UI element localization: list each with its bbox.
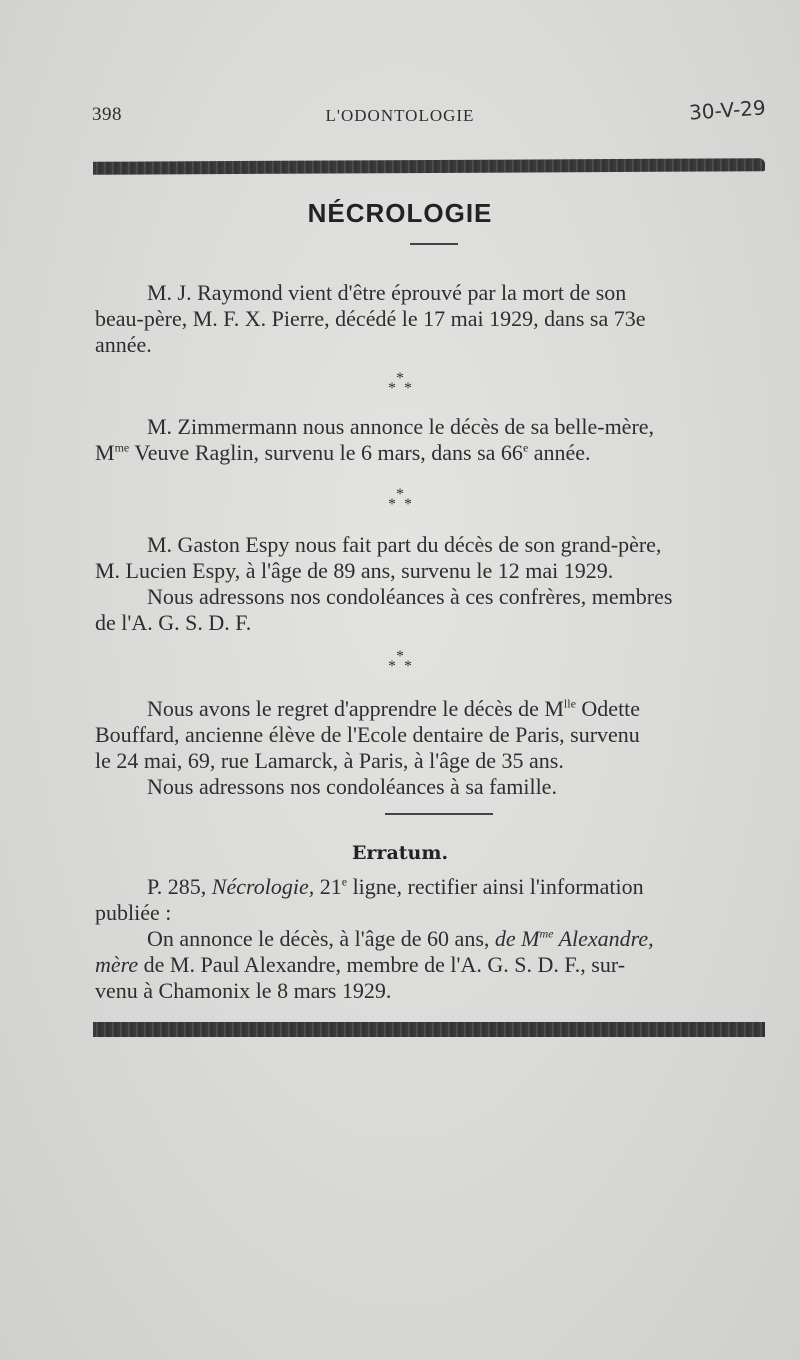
star: * bbox=[404, 658, 412, 675]
notice-line: le 24 mai, 69, rue Lamarck, à Paris, à l'âge de 35 ans. bbox=[95, 748, 564, 773]
notice-line: M. Lucien Espy, à l'âge de 89 ans, survenu le 12 mai 1929. bbox=[95, 558, 614, 583]
star: * bbox=[396, 370, 404, 387]
notice-zimmermann bbox=[95, 414, 778, 466]
notice-line: Nous adressons nos condoléances à sa famille. bbox=[147, 774, 557, 799]
erratum-line: venu à Chamonix le 8 mars 1929. bbox=[95, 978, 392, 1003]
erratum-line: publiée : bbox=[95, 900, 172, 925]
star: * bbox=[404, 380, 412, 397]
running-head: L'ODONTOLOGIE bbox=[325, 106, 475, 125]
notice-line: Bouffard, ancienne élève de l'Ecole dentaire de Paris, survenu bbox=[95, 722, 640, 747]
erratum-heading: Erratum. bbox=[351, 842, 449, 864]
top-ornamental-rule bbox=[93, 158, 765, 175]
notice-line: beau-père, M. F. X. Pierre, décédé le 17 mai 1929, dans sa 73e bbox=[95, 306, 646, 331]
star: * bbox=[388, 658, 396, 675]
notice-line: Nous avons le regret d'apprendre le décès de $M^{lle}$ Odette bbox=[147, 696, 641, 721]
notice-espy bbox=[95, 532, 778, 636]
notice-line: année. bbox=[95, 332, 152, 357]
handwritten-date: 30-V-29 bbox=[688, 95, 767, 125]
star: * bbox=[396, 648, 404, 665]
star: * bbox=[404, 496, 412, 513]
notice-line: $M^{me}$ Veuve Raglin, survenu le 6 mars, dans sa 66e année. bbox=[95, 440, 591, 465]
star: * bbox=[388, 380, 396, 397]
page-number: 398 bbox=[92, 104, 122, 125]
erratum-line: mère de M. Paul Alexandre, membre de l'A. G. S. D. F., sur- bbox=[95, 952, 626, 977]
asterism-3 bbox=[0, 648, 800, 675]
asterism-1 bbox=[0, 370, 800, 397]
star: * bbox=[388, 496, 396, 513]
notice-line: M. J. Raymond vient d'être éprouvé par la mort de son bbox=[147, 280, 627, 305]
erratum-line: P. 285, Nécrologie, 21e ligne, rectifier ainsi l'information bbox=[147, 874, 644, 899]
notice-line: M. Gaston Espy nous fait part du décès de son grand-père, bbox=[147, 532, 662, 557]
notice-bouffard bbox=[95, 696, 778, 800]
erratum-body bbox=[95, 874, 778, 1004]
notice-line: de l'A. G. S. D. F. bbox=[95, 610, 252, 635]
asterism-2 bbox=[0, 486, 800, 513]
section-title: NÉCROLOGIE bbox=[307, 198, 493, 228]
erratum-line: On annonce le décès, à l'âge de 60 ans, de $M^{me}$ Alexandre, bbox=[147, 926, 654, 951]
star: * bbox=[396, 486, 404, 503]
section-divider bbox=[385, 813, 493, 815]
notice-line: Nous adressons nos condoléances à ces confrères, membres bbox=[147, 584, 673, 609]
notice-line: M. Zimmermann nous annonce le décès de sa belle-mère, bbox=[147, 414, 655, 439]
bottom-ornamental-rule bbox=[93, 1022, 765, 1037]
notice-raymond bbox=[95, 280, 778, 358]
title-underline bbox=[410, 243, 458, 245]
